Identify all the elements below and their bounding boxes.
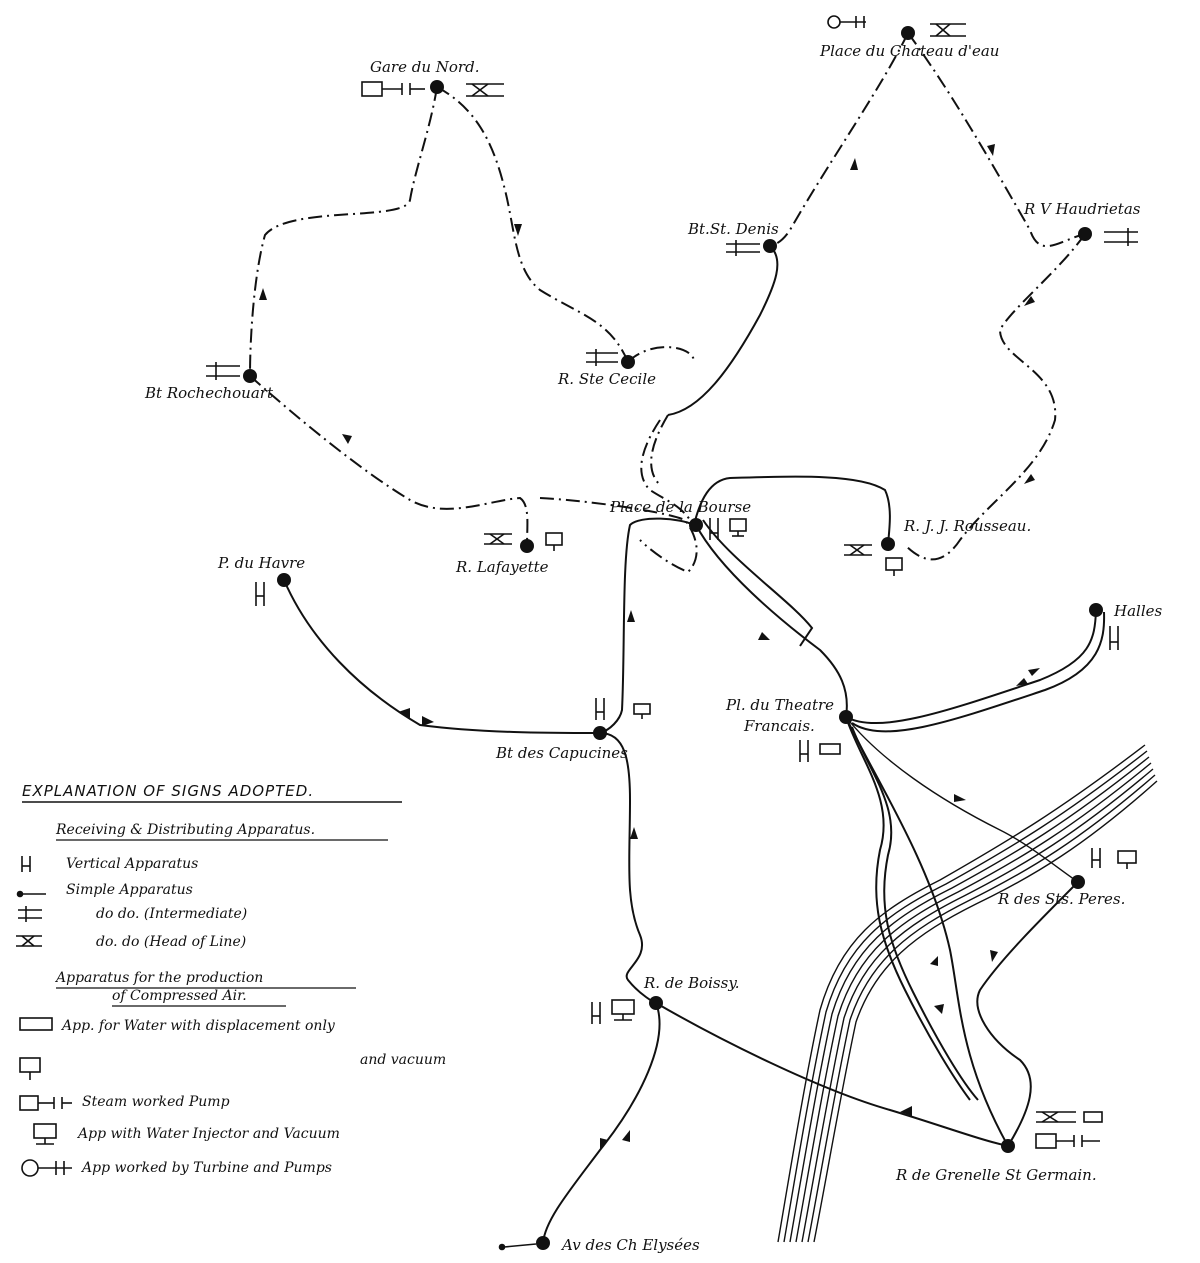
vertical-apparatus-icon (1110, 626, 1118, 650)
turbine-icon (828, 16, 866, 28)
vertical-apparatus-icon (800, 740, 808, 762)
legend-head-of-line: do. do (Head of Line) (96, 934, 247, 950)
label-rv-haudrietas: R V Haudrietas (1024, 200, 1141, 218)
label-halles: Halles (1114, 602, 1163, 620)
arrow-icon (1028, 668, 1040, 676)
vertical-apparatus-icon (256, 582, 264, 606)
turbine-icon (22, 1160, 72, 1176)
legend-receiving-heading: Receiving & Distributing Apparatus. (56, 822, 316, 838)
vertical-apparatus-icon (592, 1002, 600, 1024)
legend-intermediate: do do. (Intermediate) (96, 906, 248, 922)
legend-production-heading-2: of Compressed Air. (112, 988, 247, 1004)
station-labels (144, 42, 1162, 1254)
node-p-du-havre (277, 573, 291, 587)
node-bt-st-denis (763, 239, 777, 253)
solid-network (284, 246, 1104, 1243)
node-r-sts-peres (1071, 875, 1085, 889)
arrow-icon (514, 224, 522, 236)
node-r-grenelle (1001, 1139, 1015, 1153)
intermediate-icon (18, 906, 42, 922)
arrow-icon (622, 1130, 630, 1142)
node-chateau-deau (901, 26, 915, 40)
label-p-du-havre: P. du Havre (218, 554, 306, 572)
dashdot-network (250, 33, 1085, 572)
label-r-grenelle: R de Grenelle St Germain. (896, 1166, 1097, 1184)
steam-pump-icon (1036, 1134, 1100, 1148)
arrow-icon (259, 288, 267, 300)
label-r-boissy: R. de Boissy. (644, 974, 740, 992)
node-place-bourse (689, 518, 703, 532)
label-av-champs: Av des Ch Elysées (562, 1236, 700, 1254)
node-av-champs (536, 1236, 550, 1250)
vacuum-icon (546, 533, 562, 551)
label-chateau-deau: Place du Chateau d'eau (820, 42, 1000, 60)
arrow-icon (422, 716, 434, 726)
arrow-icon (627, 610, 635, 622)
head-of-line-icon (844, 545, 872, 555)
vacuum-icon (20, 1058, 40, 1080)
legend-water-injector: App with Water Injector and Vacuum (78, 1126, 340, 1142)
intermediate-icon (206, 362, 240, 380)
label-r-lafayette: R. Lafayette (456, 558, 549, 576)
water-injector-icon (34, 1124, 56, 1144)
label-bt-capucines: Bt des Capucines (496, 744, 628, 762)
water-displacement-icon (820, 744, 840, 754)
label-bt-st-denis: Bt.St. Denis (688, 220, 779, 238)
node-r-ste-cecile (621, 355, 635, 369)
node-bt-rochechouart (243, 369, 257, 383)
intermediate-icon (586, 349, 618, 366)
head-of-line-icon (466, 84, 504, 96)
legend-title: EXPLANATION OF SIGNS ADOPTED. (22, 782, 315, 800)
legend-and-vacuum: and vacuum (360, 1052, 447, 1068)
node-rv-haudrietas (1078, 227, 1092, 241)
arrow-icon (954, 794, 966, 802)
legend-steam-pump: Steam worked Pump (82, 1094, 230, 1110)
arrow-icon (850, 158, 858, 170)
water-displacement-icon (1084, 1112, 1102, 1122)
node-halles (1089, 603, 1103, 617)
arrow-icon (600, 1138, 608, 1150)
arrow-icon (990, 950, 998, 962)
vacuum-icon (634, 704, 650, 719)
vacuum-icon (1118, 851, 1136, 869)
arrow-icon (342, 434, 352, 444)
arrow-icon (630, 827, 638, 839)
legend-water-displacement: App. for Water with displacement only (62, 1018, 335, 1034)
head-of-line-icon (930, 24, 966, 36)
water-injector-icon (730, 519, 746, 536)
legend-simple: Simple Apparatus (66, 882, 193, 898)
vacuum-icon (886, 558, 902, 576)
simple-apparatus-icon (18, 892, 47, 897)
arrow-icon (930, 956, 938, 966)
water-displacement-icon (20, 1018, 52, 1030)
label-place-bourse: Place de la Bourse (610, 498, 752, 516)
label-r-jj-rousseau: R. J. J. Rousseau. (904, 517, 1032, 535)
legend-production-heading-1: Apparatus for the production (56, 970, 264, 986)
label-bt-rochechouart: Bt Rochechouart (145, 384, 273, 402)
intermediate-icon (1104, 228, 1138, 246)
legend-vertical: Vertical Apparatus (66, 856, 199, 872)
head-of-line-icon (1036, 1112, 1076, 1122)
node-pl-theatre (839, 710, 853, 724)
vertical-apparatus-icon (596, 698, 604, 720)
node-bt-capucines (593, 726, 607, 740)
head-of-line-icon (484, 534, 512, 544)
label-r-ste-cecile: R. Ste Cecile (558, 370, 657, 388)
arrow-icon (1024, 474, 1035, 484)
node-gare-du-nord (430, 80, 444, 94)
station-symbols (206, 16, 1138, 1250)
label-pl-theatre-2: Francais. (744, 717, 815, 735)
label-pl-theatre-1: Pl. du Theatre (726, 696, 835, 714)
arrow-icon (934, 1004, 944, 1014)
node-r-lafayette (520, 539, 534, 553)
arrow-icon (758, 632, 770, 640)
node-r-boissy (649, 996, 663, 1010)
node-r-jj-rousseau (881, 537, 895, 551)
label-gare-du-nord: Gare du Nord. (370, 58, 480, 76)
vertical-apparatus-icon (22, 856, 30, 872)
simple-apparatus-icon (500, 1244, 537, 1250)
water-injector-icon (612, 1000, 634, 1020)
arrow-icon (987, 144, 995, 156)
intermediate-icon (726, 240, 760, 256)
label-r-sts-peres: R des Sts. Peres. (998, 890, 1126, 908)
head-of-line-icon (16, 936, 42, 946)
steam-pump-icon (362, 82, 425, 96)
legend-turbine: App worked by Turbine and Pumps (82, 1160, 332, 1176)
legend (16, 782, 446, 1176)
steam-pump-icon (20, 1096, 72, 1110)
vertical-apparatus-icon (1092, 848, 1100, 868)
arrow-icon (1024, 296, 1035, 306)
